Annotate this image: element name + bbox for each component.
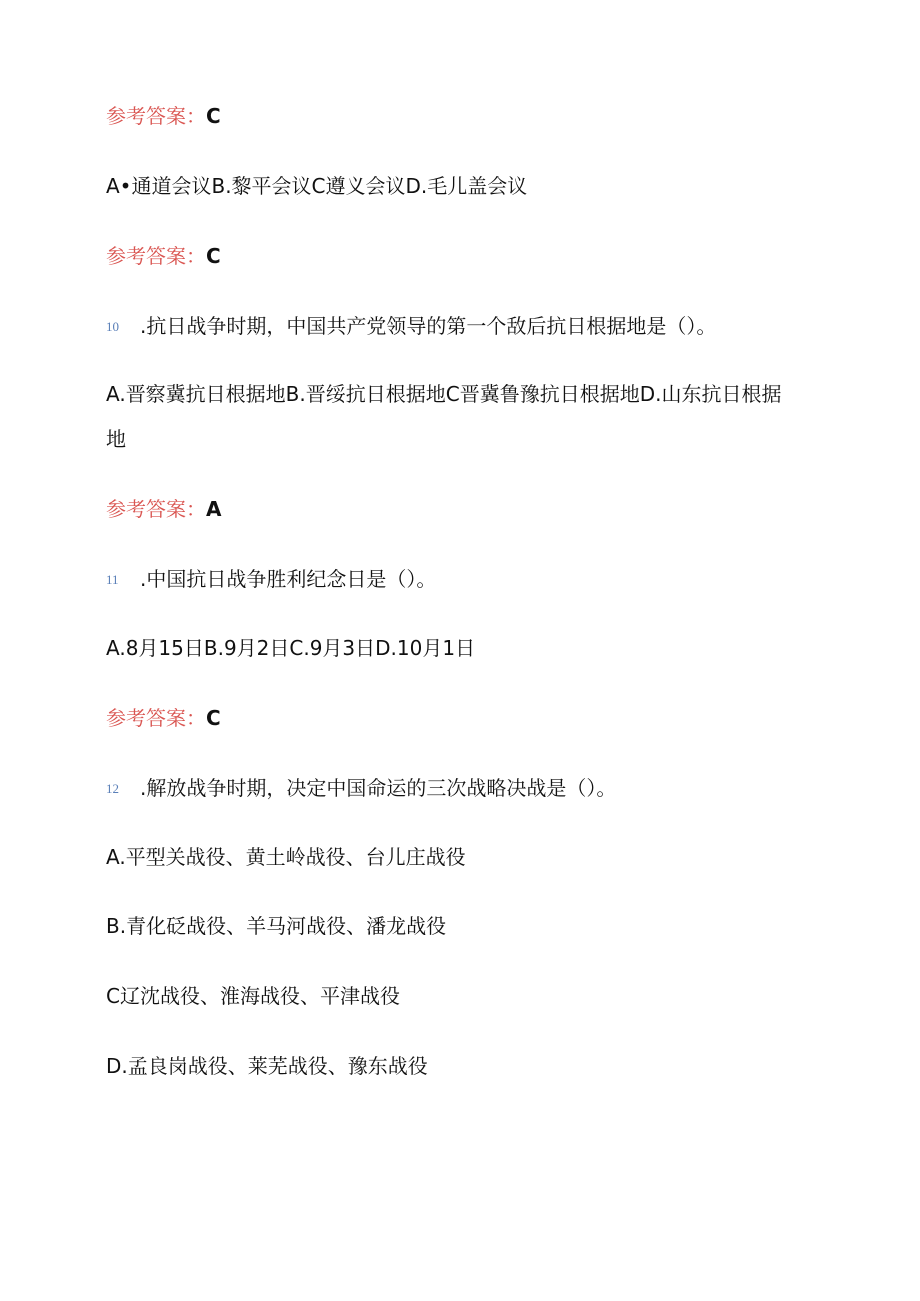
option-d-text: D.孟良岗战役、莱芜战役、豫东战役: [106, 1054, 428, 1078]
answer-label: 参考答案：: [106, 244, 206, 268]
answer-label: 参考答案：: [106, 497, 206, 521]
options-text: A•通道会议B.黎平会议C遵义会议D.毛儿盖会议: [106, 174, 528, 198]
answer-label: 参考答案：: [106, 706, 206, 730]
options-line: [106, 174, 527, 198]
options-text: A.8月15日B.9月2日C.9月3日D.10月1日: [106, 636, 476, 660]
question-line: [106, 567, 436, 592]
option-c-text: C辽沈战役、淮海战役、平津战役: [106, 984, 400, 1008]
answer-value: C: [206, 104, 221, 128]
answer-value: C: [206, 706, 221, 730]
question-line: [106, 314, 716, 339]
options-line: [106, 636, 475, 660]
answer-value: A: [206, 497, 222, 521]
option-b: [106, 914, 446, 938]
question-line: [106, 776, 616, 801]
option-a: [106, 845, 466, 869]
question-text: .解放战争时期，决定中国命运的三次战略决战是（）。: [140, 776, 617, 800]
answer-line: [106, 244, 221, 268]
option-b-text: B.青化砭战役、羊马河战役、潘龙战役: [106, 914, 447, 938]
question-text: .抗日战争时期，中国共产党领导的第一个敌后抗日根据地是（）。: [140, 314, 717, 338]
option-c: [106, 984, 400, 1008]
question-number: 10: [106, 319, 119, 334]
answer-label: 参考答案：: [106, 104, 206, 128]
option-a-text: A.平型关战役、黄土岭战役、台儿庄战役: [106, 845, 466, 869]
answer-line: [106, 497, 221, 521]
question-number: 11: [106, 572, 119, 587]
option-d: [106, 1054, 428, 1078]
answer-line: [106, 104, 221, 128]
options-text: A.晋察冀抗日根据地B.晋绥抗日根据地C晋冀鲁豫抗日根据地D.山东抗日根据地: [106, 382, 782, 451]
answer-value: C: [206, 244, 221, 268]
answer-line: [106, 706, 221, 730]
options-line: [106, 372, 796, 462]
question-text: .中国抗日战争胜利纪念日是（）。: [140, 567, 437, 591]
question-number: 12: [106, 781, 119, 796]
